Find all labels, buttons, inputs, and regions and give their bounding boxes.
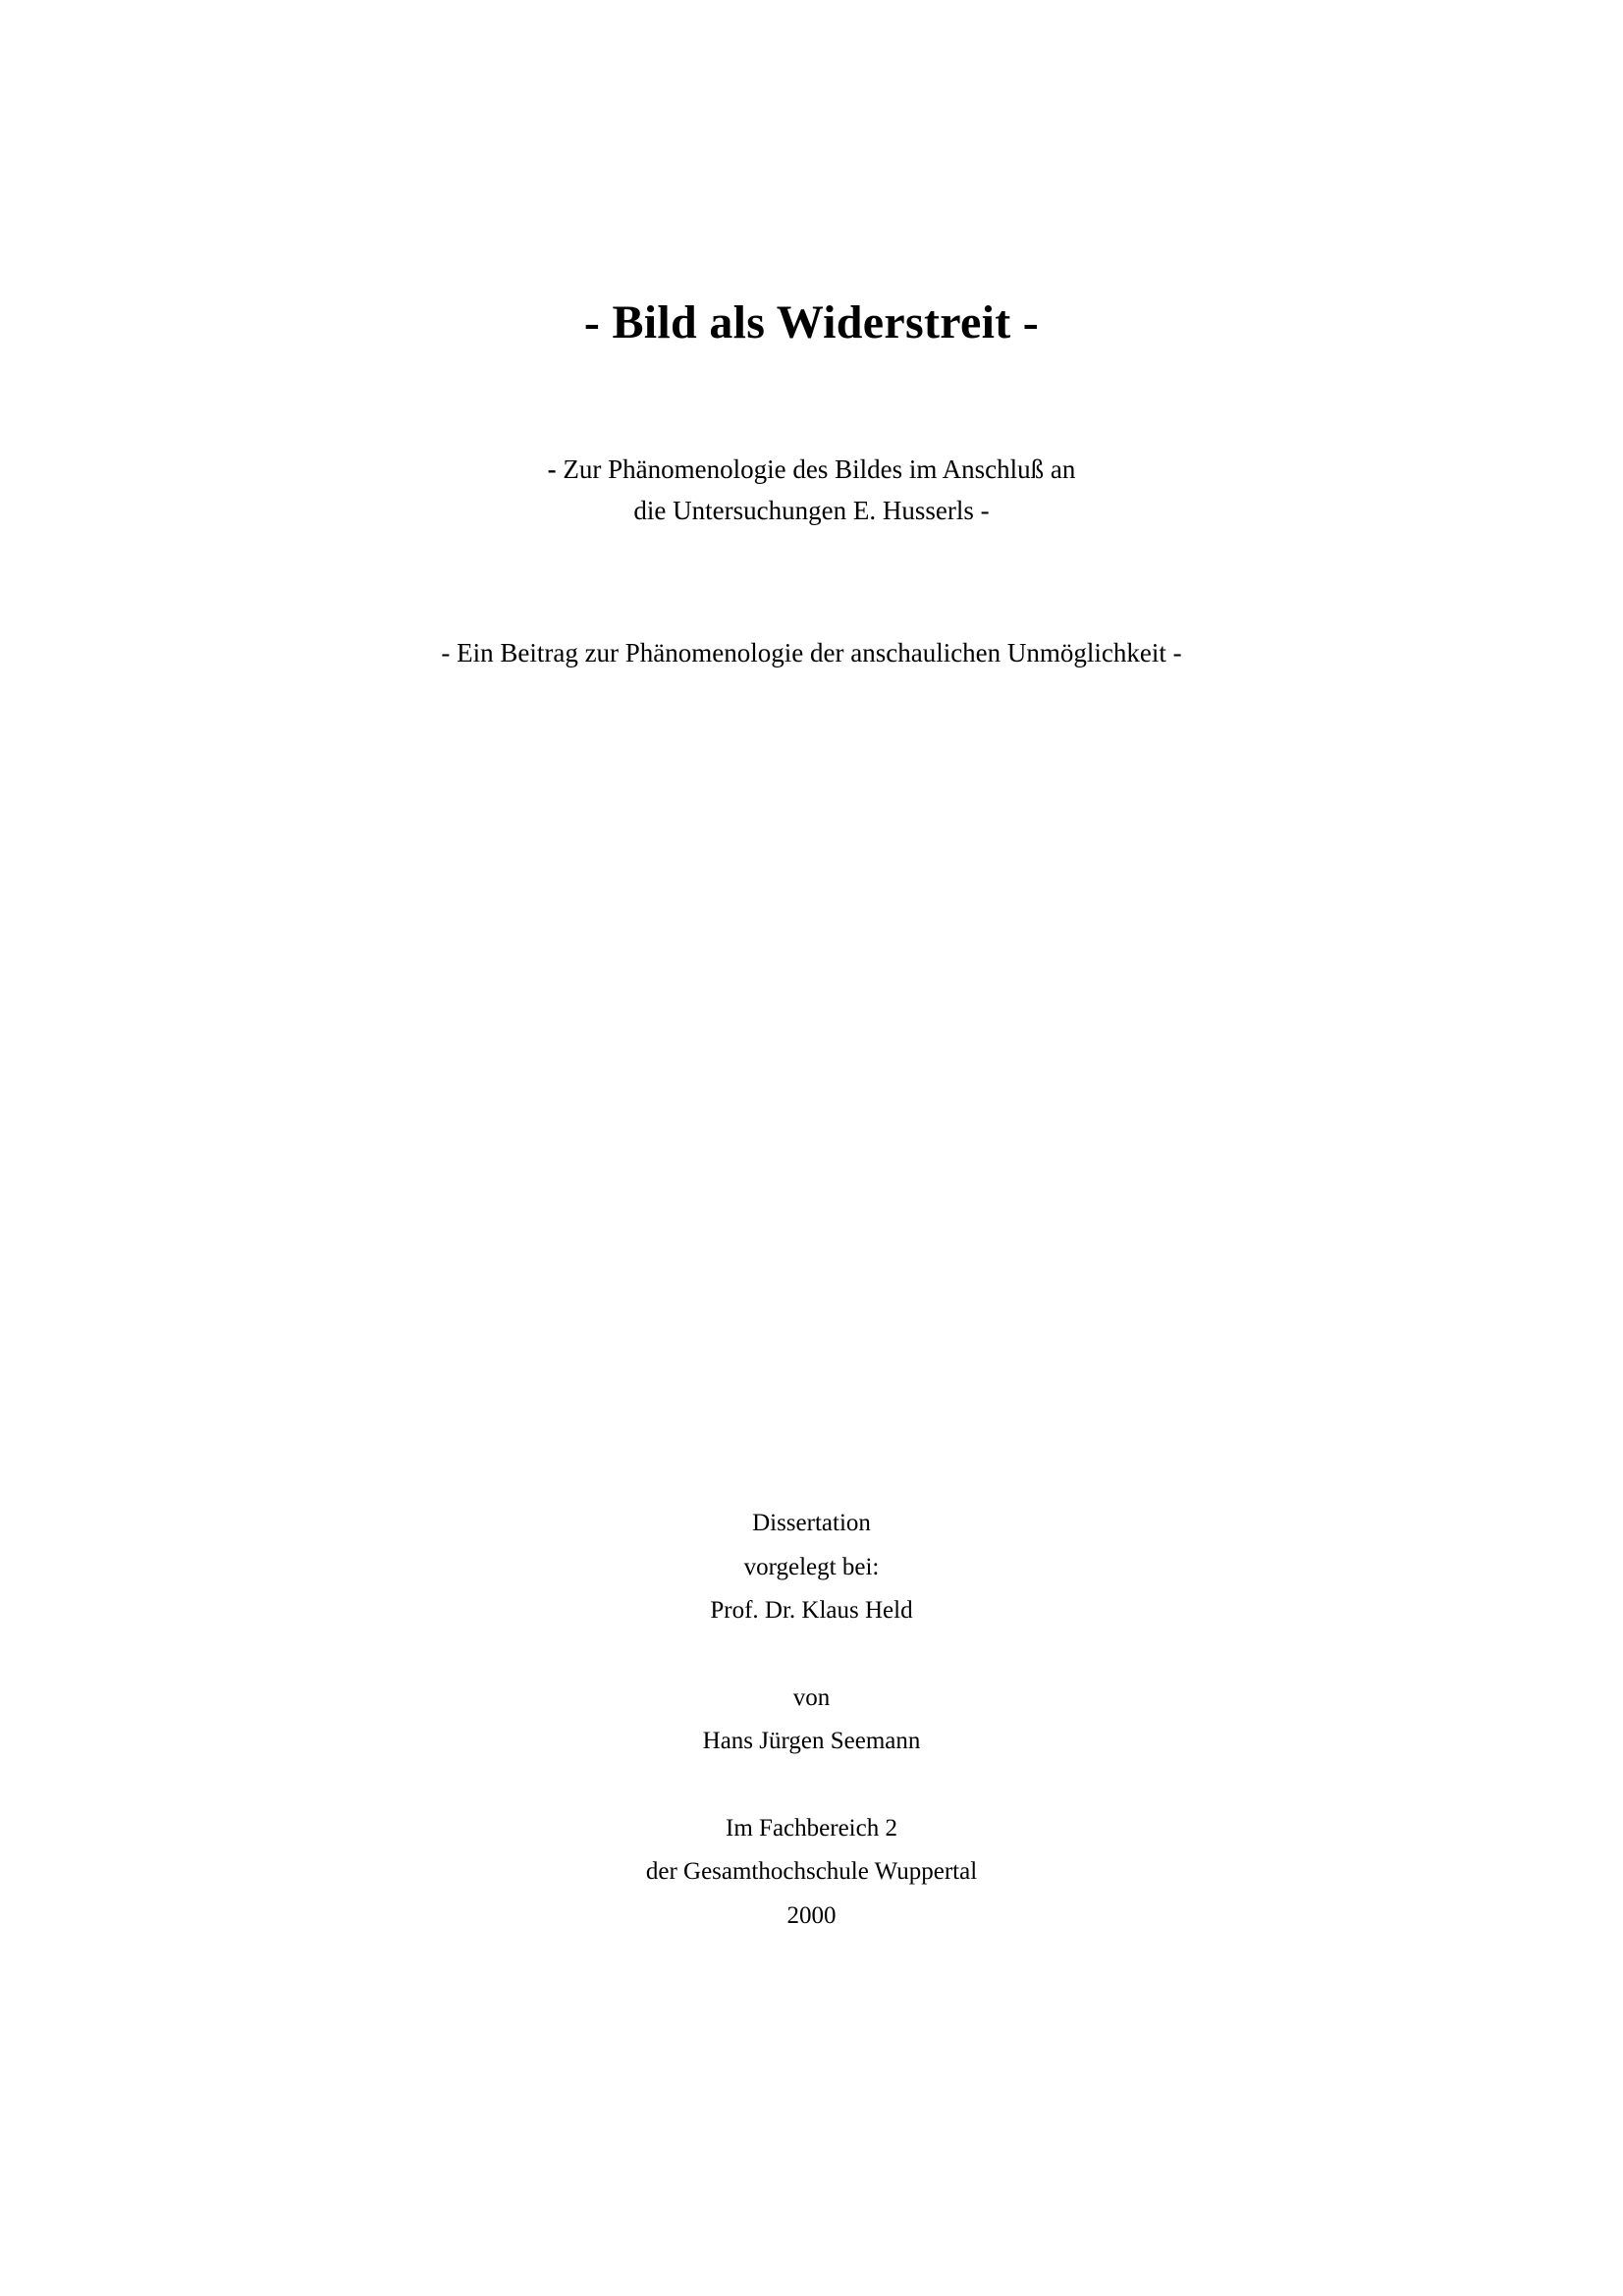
title-block <box>0 294 1623 351</box>
imprint-line: der Gesamthochschule Wuppertal <box>645 1858 978 1885</box>
imprint-line: Prof. Dr. Klaus Held <box>710 1597 913 1624</box>
imprint-line: Dissertation <box>752 1510 871 1536</box>
imprint-line: von <box>792 1683 831 1711</box>
imprint-group-author <box>0 1677 1623 1764</box>
imprint-group-institution <box>0 1807 1623 1939</box>
imprint-block <box>0 1502 1623 1938</box>
tagline-block <box>0 633 1623 673</box>
imprint-line: Im Fachbereich 2 <box>726 1814 897 1842</box>
subtitle-line-1-text: Zur Phänomenologie des Bildes im Anschluß an <box>556 454 1076 484</box>
subtitle-line-1 <box>0 450 1623 491</box>
tagline: - Ein Beitrag zur Phänomenologie der anschaulichen Unmöglichkeit - <box>441 638 1182 667</box>
imprint-line: vorgelegt bei: <box>743 1553 880 1580</box>
subtitle-lead-dash: - <box>547 454 557 484</box>
imprint-line: 2000 <box>786 1901 837 1929</box>
subtitle-block <box>0 450 1623 532</box>
subtitle-line-2: die Untersuchungen E. Husserls - <box>633 495 990 525</box>
page-title: - Bild als Widerstreit - <box>583 296 1040 348</box>
imprint-line: Hans Jürgen Seemann <box>702 1728 921 1754</box>
imprint-group-supervisor <box>0 1502 1623 1633</box>
